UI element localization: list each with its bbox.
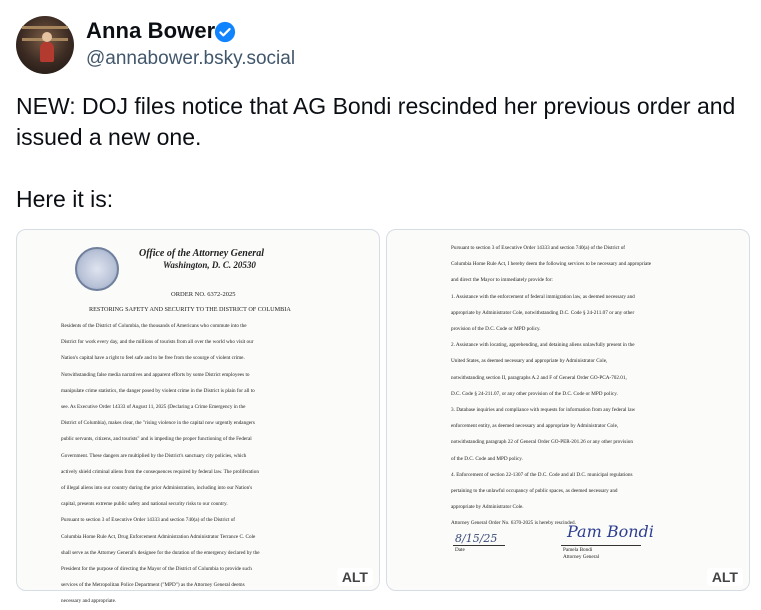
post-body xyxy=(16,91,736,215)
document-line: District of Columbia), makes clear, the "rising violence in the capital now urgently endangers xyxy=(61,420,255,427)
document-line: Residents of the District of Columbia, the thousands of Americans who commute into the xyxy=(61,323,247,329)
signer-block xyxy=(563,547,599,560)
document-line: D.C. Code § 24-211.07, or any other provision of the D.C. Code or MPD policy. xyxy=(451,390,618,397)
document-image-page-2[interactable] xyxy=(386,229,750,591)
document-line: pertaining to the unlawful occupancy of public spaces, as deemed necessary and xyxy=(451,488,618,495)
document-body xyxy=(61,318,260,610)
order-number: ORDER NO. 6372-2025 xyxy=(171,291,236,298)
date-label: Date xyxy=(455,547,465,553)
document-line: 4. Enforcement of section 22-1307 of the D.C. Code and all D.C. municipal regulations xyxy=(451,471,633,478)
document-line: Columbia Home Rule Act, Drug Enforcement Administration Administrator Terrance C. Cole xyxy=(61,533,256,540)
document-line: see. As Executive Order 14333 of August 11, 2025 (Declaring a Crime Emergency in the xyxy=(61,404,246,411)
document-line: shall serve as the Attorney General's designee for the duration of the emergency declared by the xyxy=(61,549,260,556)
signature-line xyxy=(561,545,641,546)
document-line: District for work every day, and the millions of tourists from all over the world who visit our xyxy=(61,339,254,346)
document-line: notwithstanding section II, paragraphs A.2 and F of General Order GO-PCA-702.01, xyxy=(451,374,627,381)
document-line: actively shield criminal aliens from the consequences required by federal law. The proliferation xyxy=(61,468,259,475)
document-line: necessary and appropriate. xyxy=(61,598,117,605)
document-line: of the D.C. Code and MPD policy. xyxy=(451,455,523,462)
author-name[interactable]: Anna Bower xyxy=(86,18,216,43)
post-paragraph: NEW: DOJ files notice that AG Bondi rescinded her previous order and issued a new one. xyxy=(16,93,736,150)
author-avatar[interactable] xyxy=(16,16,74,74)
document-line: public servants, citizens, and tourists" and is impeding the proper functioning of the Federal xyxy=(61,436,252,443)
verified-badge-icon xyxy=(214,21,236,43)
document-line: 1. Assistance with the enforcement of federal immigration law, as deemed necessary and xyxy=(451,293,635,300)
document-body xyxy=(451,240,651,532)
signature: Pam Bondi xyxy=(567,522,654,541)
document-line: United States, as deemed necessary and appropriate by Administrator Cole, xyxy=(451,358,608,365)
author-handle[interactable]: @annabower.bsky.social xyxy=(86,48,296,69)
signer-title: Attorney General xyxy=(563,553,600,560)
document-line: notwithstanding paragraph 22 of General Order GO-PER-201.26 or any other provision xyxy=(451,439,633,446)
document-title: RESTORING SAFETY AND SECURITY TO THE DISTRICT OF COLUMBIA xyxy=(89,306,291,313)
handwritten-date: 8/15/25 xyxy=(455,532,498,545)
document-line: and direct the Mayor to immediately provide for: xyxy=(451,277,553,284)
document-line: capital, presents extreme public safety and national security risks to our country. xyxy=(61,501,228,508)
document-line: Pursuant to section 3 of Executive Order 14333 and section 740(a) of the District of xyxy=(61,517,236,524)
document-line: President for the purpose of directing the Mayor of the District of Columbia to provide such xyxy=(61,566,252,573)
document-line: Attorney General Order No. 6370-2025 is hereby rescinded. xyxy=(451,520,576,527)
document-line: appropriate by Administrator Cole, notwithstanding D.C. Code § 24-211.07 or any other xyxy=(451,309,635,316)
document-page xyxy=(387,230,749,590)
signer-name: Pamela Bondi xyxy=(563,547,593,553)
document-line: Columbia Home Rule Act, I hereby deem the following services to be necessary and appropriate xyxy=(451,261,652,268)
document-line: appropriate by Administrator Cole. xyxy=(451,504,524,511)
document-line: 2. Assistance with locating, apprehending, and detaining aliens unlawfully present in the xyxy=(451,342,635,349)
document-line: Government. These dangers are multiplied by the District's sanctuary city policies, which xyxy=(61,452,247,459)
document-line: Pursuant to section 3 of Executive Order 14333 and section 740(a) of the District of xyxy=(451,245,626,251)
document-line: Notwithstanding false media narratives and apparent efforts by some District employees to xyxy=(61,371,250,378)
document-line: of illegal aliens into our country during the prior Administration, including into our Nation's xyxy=(61,485,253,492)
alt-text-button[interactable]: ALT xyxy=(337,568,373,586)
office-heading: Office of the Attorney General xyxy=(139,248,264,259)
document-line: enforcement entity, as deemed necessary and appropriate by Administrator Cole, xyxy=(451,423,619,430)
doj-seal-icon xyxy=(75,247,119,291)
date-line xyxy=(453,545,505,546)
document-image-page-1[interactable] xyxy=(16,229,380,605)
document-line: services of the Metropolitan Police Department ("MPD") as the Attorney General deems xyxy=(61,582,245,589)
document-line: 3. Database inquiries and compliance with requests for information from any federal law xyxy=(451,407,636,414)
document-line: provision of the D.C. Code or MPD policy. xyxy=(451,326,541,333)
post-paragraph: Here it is: xyxy=(16,186,114,212)
alt-text-button[interactable]: ALT xyxy=(707,568,743,586)
document-line: Nation's capital have a right to feel safe and to be free from the scourge of violent crime. xyxy=(61,355,245,362)
document-line: manipulate crime statistics, the danger posed by violent crime in the District is plain for all to xyxy=(61,387,255,394)
document-page xyxy=(17,230,379,605)
office-location: Washington, D. C. 20530 xyxy=(163,260,256,270)
